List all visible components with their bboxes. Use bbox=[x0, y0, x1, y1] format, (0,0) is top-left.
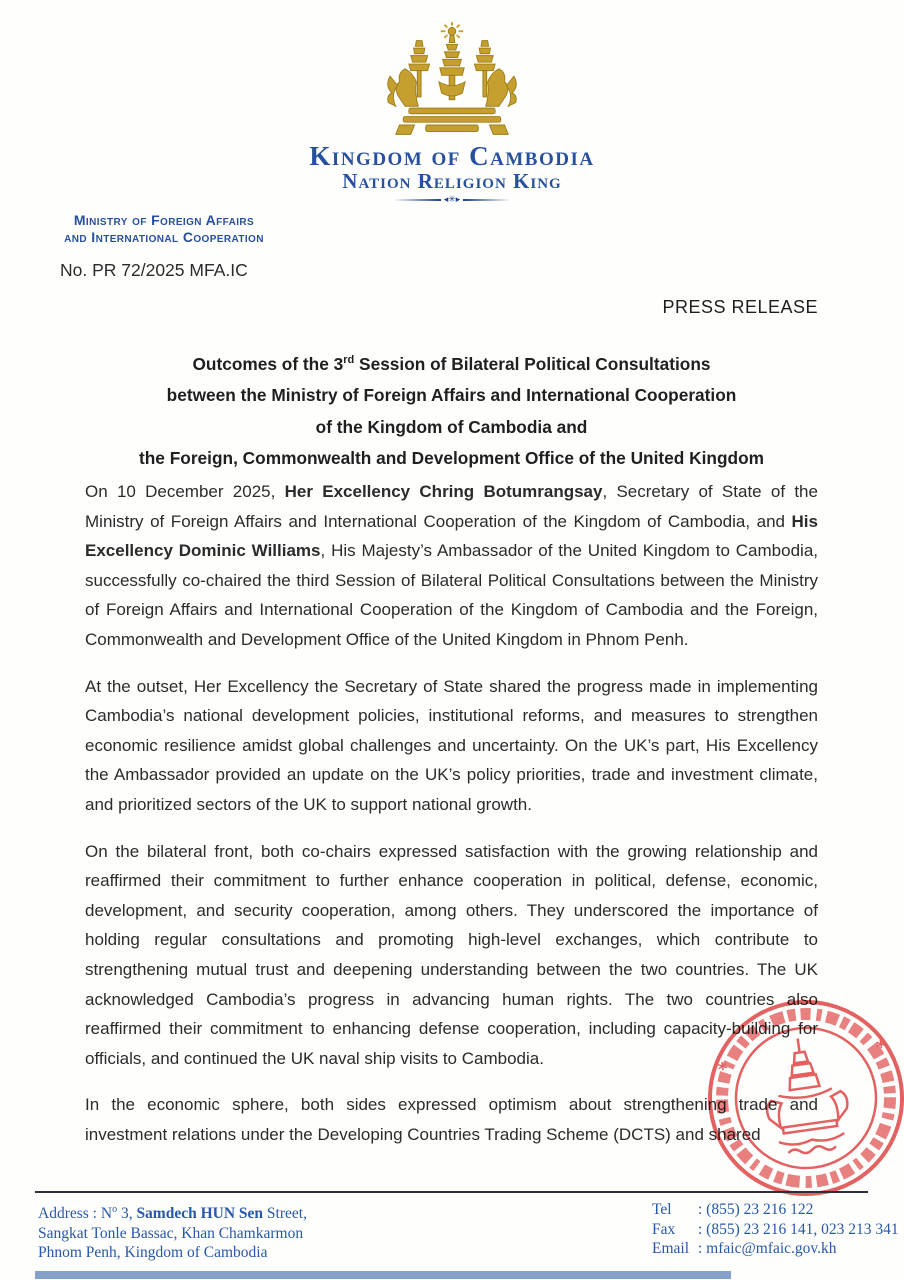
document-number: No. PR 72/2025 MFA.IC bbox=[60, 260, 248, 280]
contact-tel: Tel : (855) 23 216 122 bbox=[652, 1201, 814, 1218]
ornament-divider-icon: ◂✳▸ bbox=[0, 194, 904, 205]
contact-email: Email : mfaic@mfaic.gov.kh bbox=[652, 1240, 837, 1257]
title-line-4: the Foreign, Commonwealth and Development Office of the United Kingdom bbox=[138, 448, 765, 469]
title-line-2: between the Ministry of Foreign Affairs and International Cooperation bbox=[166, 385, 737, 406]
address-line-2: Sangkat Tonle Bassac, Khan Chamkarmon bbox=[38, 1224, 304, 1242]
svg-text:*: * bbox=[716, 1058, 730, 1081]
paragraph: In the economic sphere, both sides expressed optimism about strengthening trade and investment relations under the Developing Countries Trading Scheme (DCTS) and shared bbox=[85, 1095, 818, 1144]
paragraph: On 10 December 2025, Her Excellency Chring Botumrangsay, Secretary of State of the Ministry of Foreign Affairs and International Cooperation of the Kingdom of Cambodia, and His Excellency Dominic Williams, His Majesty’s Ambassador of the United Kingdom to Cambodia, successfully co-chaired the third Session of Bilateral Political Consultations between the Ministry of Foreign Affairs and International Cooperation of the Kingdom of Cambodia and the Foreign, Commonwealth and Development Office of the United Kingdom in Phnom Penh. bbox=[85, 482, 818, 649]
ministry-line2: and International Cooperation bbox=[64, 229, 264, 245]
bottom-scan-bar bbox=[35, 1271, 731, 1279]
footer-contacts bbox=[652, 1200, 899, 1259]
address-line-3: Phnom Penh, Kingdom of Cambodia bbox=[38, 1244, 268, 1262]
ministry-name bbox=[30, 212, 298, 246]
body-paragraphs bbox=[85, 477, 818, 1166]
contact-fax: Fax : (855) 23 216 141, 023 213 341 bbox=[652, 1220, 899, 1238]
document-type-label: PRESS RELEASE bbox=[662, 297, 818, 317]
footer-address bbox=[38, 1200, 307, 1263]
address-line-1: Address : $N^o$ 3, Samdech HUN Sen Street, bbox=[38, 1204, 307, 1223]
national-motto: Nation Religion King bbox=[342, 169, 562, 193]
footer-divider bbox=[35, 1191, 868, 1193]
ministry-line1: Ministry of Foreign Affairs bbox=[73, 212, 255, 228]
royal-arms-crest-icon bbox=[377, 20, 527, 145]
paragraph: At the outset, Her Excellency the Secretary of State shared the progress made in implementing Cambodia’s national development policies, institutional reforms, and measures to strengthen economic resilience amidst global challenges and uncertainty. On the UK’s part, His Excellency the Ambassador provided an update on the UK’s policy priorities, trade and investment climate, and prioritized sectors of the UK to support national growth. bbox=[85, 676, 818, 814]
title-line-3: of the Kingdom of Cambodia and bbox=[315, 416, 588, 437]
title-line-1: Outcomes of the 3rd Session of Bilateral Political Consultations bbox=[192, 353, 711, 374]
kingdom-title: Kingdom of Cambodia bbox=[309, 141, 595, 171]
svg-text:*: * bbox=[875, 1036, 888, 1059]
document-title bbox=[85, 345, 818, 475]
paragraph: On the bilateral front, both co-chairs expressed satisfaction with the growing relationship and reaffirmed their commitment to further enhance cooperation in political, defense, economic, development, and security cooperation, among others. They underscored the importance of holding regular consultations and promoting high-level exchanges, which contribute to strengthening mutual trust and deepening understanding between the two countries. The UK acknowledged Cambodia’s progress in advancing human rights. The two countries also reaffirmed their commitment to enhancing defense cooperation, including capacity-building for officials, and continued the UK naval ship visits to Cambodia. bbox=[85, 841, 818, 1068]
